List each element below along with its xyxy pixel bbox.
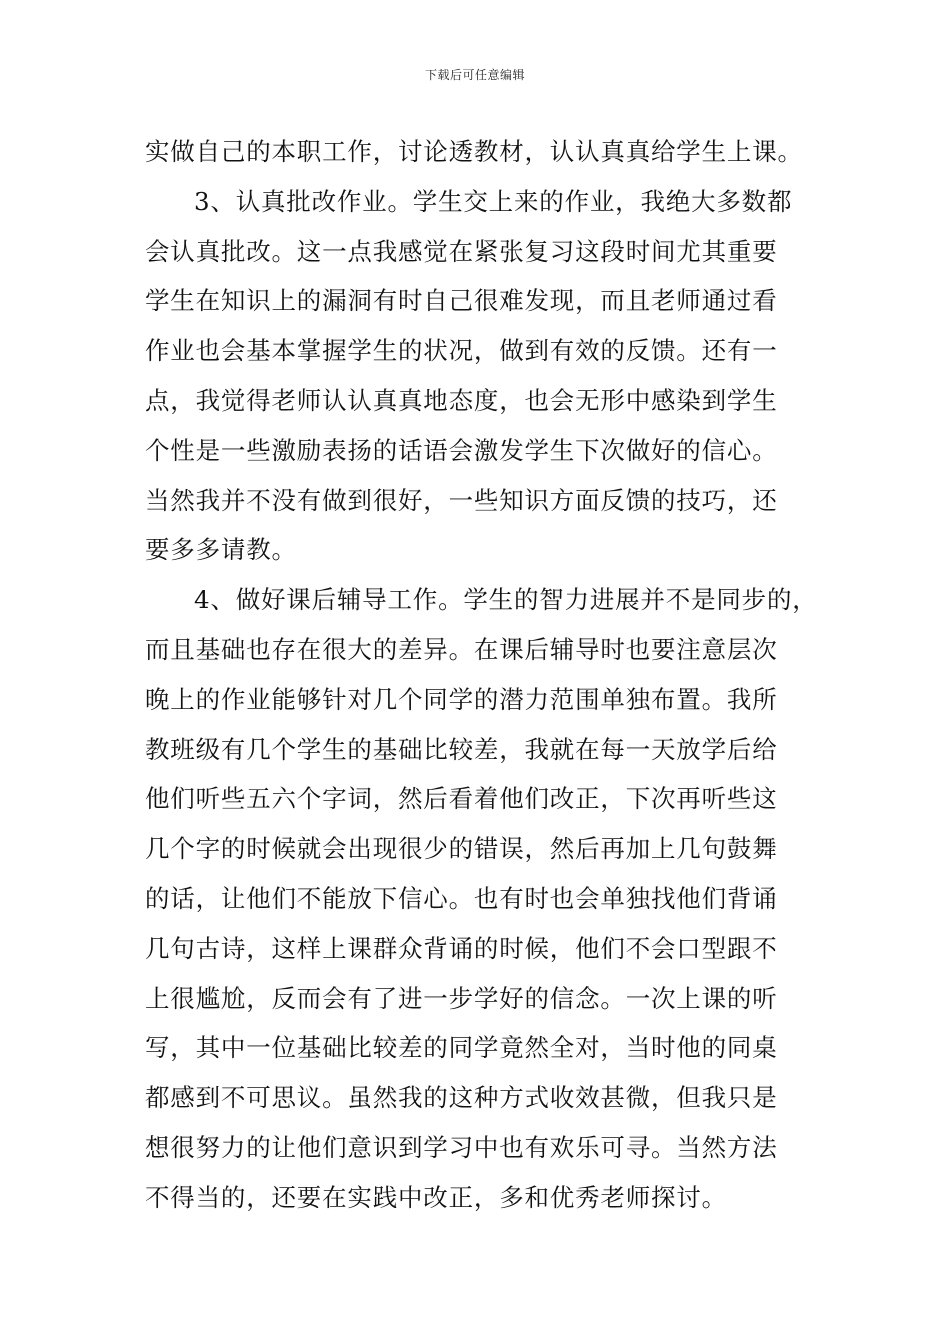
text-line: 晚上的作业能够针对几个同学的潜力范围单独布置。我所 — [145, 684, 778, 714]
text-line: 想很努力的让他们意识到学习中也有欢乐可寻。当然方法 — [145, 1132, 778, 1162]
text-line: 几句古诗，这样上课群众背诵的时候，他们不会口型跟不 — [145, 933, 778, 963]
text-line: 不得当的，还要在实践中改正，多和优秀老师探讨。 — [145, 1182, 727, 1212]
body-text — [145, 127, 818, 1223]
text-line: 上很尴尬，反而会有了进一步学好的信念。一次上课的听 — [145, 983, 778, 1013]
text-line: 当然我并不没有做到很好，一些知识方面反馈的技巧，还 — [145, 485, 778, 515]
text-line: 都感到不可思议。虽然我的这种方式收效甚微，但我只是 — [145, 1083, 778, 1113]
text-line: 作业也会基本掌握学生的状况，做到有效的反馈。还有一 — [145, 336, 778, 366]
paragraph-start-line: 4、做好课后辅导工作。学生的智力进展并不是同步的， — [194, 585, 818, 615]
text-line: 几个字的时候就会出现很少的错误，然后再加上几句鼓舞 — [145, 834, 778, 864]
text-line: 而且基础也存在很大的差异。在课后辅导时也要注意层次 — [145, 634, 778, 664]
text-line: 他们听些五六个字词，然后看着他们改正，下次再听些这 — [145, 784, 778, 814]
text-line: 教班级有几个学生的基础比较差，我就在每一天放学后给 — [145, 734, 778, 764]
page-header: 下载后可任意编辑 — [424, 68, 525, 82]
text-line: 的话，让他们不能放下信心。也有时也会单独找他们背诵 — [145, 883, 778, 913]
text-line: 点，我觉得老师认认真真地态度，也会无形中感染到学生 — [145, 385, 778, 415]
text-line: 个性是一些激励表扬的话语会激发学生下次做好的信心。 — [145, 435, 778, 465]
text-line: 会认真批改。这一点我感觉在紧张复习这段时间尤其重要 — [145, 236, 778, 266]
text-line: 写，其中一位基础比较差的同学竟然全对，当时他的同桌 — [145, 1033, 778, 1063]
text-line: 实做自己的本职工作，讨论透教材，认认真真给学生上课。 — [145, 137, 803, 166]
paragraph-start-line: 3、认真批改作业。学生交上来的作业，我绝大多数都 — [194, 186, 793, 216]
text-line: 要多多请教。 — [145, 535, 297, 565]
text-line: 学生在知识上的漏洞有时自己很难发现，而且老师通过看 — [145, 286, 778, 316]
